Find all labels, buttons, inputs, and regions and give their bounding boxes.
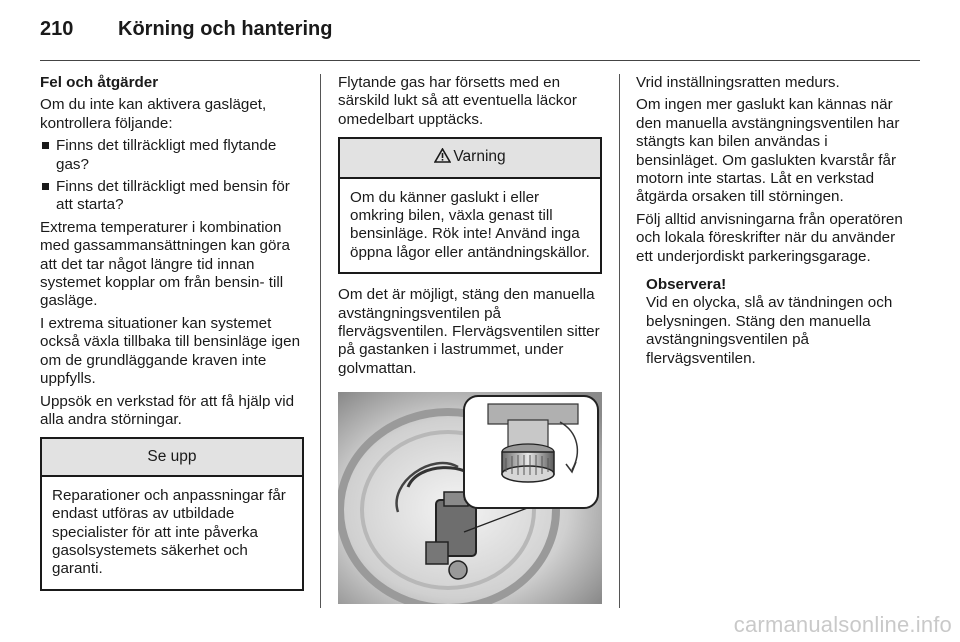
note-block: [636, 276, 904, 368]
list-item: Finns det tillräckligt med bensin för att starta?: [40, 178, 304, 215]
header-divider: [40, 60, 920, 61]
caution-body: Reparationer och anpassningar får endast utföras av utbildade specialister för att inte påverka gasolsystemets säkerhet och garanti.: [52, 486, 286, 578]
warning-title: Varning: [453, 148, 506, 166]
warning-triangle-icon: [434, 148, 451, 168]
watermark: carmanualsonline.info: [733, 612, 952, 637]
column-middle: [338, 74, 602, 382]
paragraph: Om det är möjligt, stäng den manuella avstängningsventilen på flervägsventilen. Flervägsventilen sitter på gastanken i lastrummet, under golvmattan.: [338, 286, 600, 377]
paragraph: Följ alltid anvisningarna från operatören och lokala föreskrifter när du använder ett underjordiskt parkeringsgarage.: [636, 210, 903, 265]
column-right: [636, 74, 904, 372]
page-header: [40, 14, 920, 54]
column-left: [40, 74, 304, 603]
page-title: Körning och hantering: [118, 18, 333, 40]
warning-body: Om du känner gaslukt i eller omkring bilen, växla genast till bensinläge. Rök inte! Använd inga öppna lågor eller antändningskällor.: [350, 188, 590, 261]
section-heading: Fel och åtgärder: [40, 74, 159, 91]
list-item: Finns det tillräckligt med flytande gas?: [40, 137, 304, 174]
caution-title: Se upp: [42, 439, 302, 476]
note-title: Observera!: [646, 276, 727, 294]
warning-header: [340, 139, 600, 178]
warning-box: [338, 137, 602, 274]
paragraph: Vrid inställningsratten medurs.: [636, 74, 840, 91]
column-divider: [320, 74, 321, 608]
paragraph: Extrema temperaturer i kombination med gassammansättningen kan göra att det tar något längre tid innan systemet kopplar om från bensin- till gasläge.: [40, 218, 290, 310]
caution-box: [40, 437, 304, 590]
paragraph: Uppsök en verkstad för att få hjälp vid alla andra störningar.: [40, 392, 295, 428]
note-body: Vid en olycka, slå av tändningen och belysningen. Stäng den manuella avstängningsventilen på flervägsventilen.: [646, 294, 893, 367]
gas-valve-illustration: [338, 392, 602, 604]
intro-text: Om du inte kan aktivera gasläget, kontrollera följande:: [40, 96, 267, 132]
paragraph: Flytande gas har försetts med en särskild lukt så att eventuella läckor omedelbart upptäcks.: [338, 74, 577, 128]
column-divider: [619, 74, 620, 608]
paragraph: I extrema situationer kan systemet också växla tillbaka till bensinläge igen om de grundläggande kraven inte uppfylls.: [40, 314, 301, 388]
paragraph: Om ingen mer gaslukt kan kännas när den manuella avstängningsventilen har stängts kan bilen användas i bensinläget. Om gaslukten kvarstår får motorn inte startas. Låt en verkstad åtgärda orsaken till störningen.: [636, 96, 900, 206]
page-number: 210: [40, 18, 74, 40]
